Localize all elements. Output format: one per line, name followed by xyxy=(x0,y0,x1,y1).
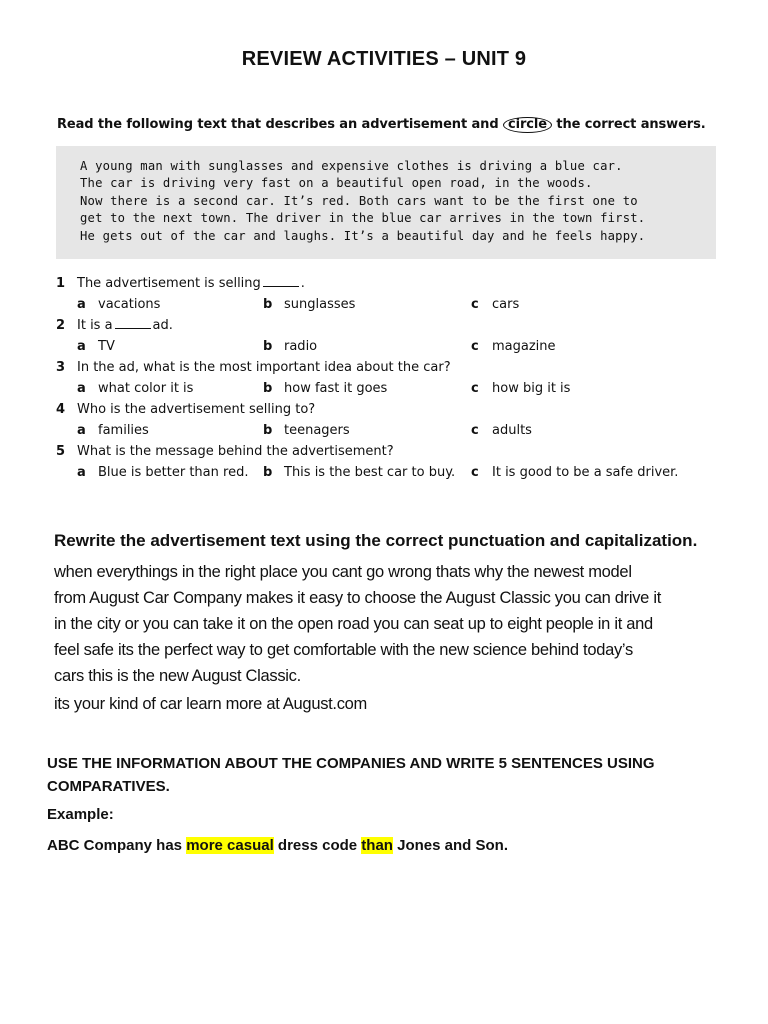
options-row xyxy=(56,339,736,360)
option-b[interactable] xyxy=(263,465,455,480)
rewrite-line: from August Car Company makes it easy to choose the August Classic you can drive it xyxy=(54,589,661,607)
question-text xyxy=(77,318,173,333)
question-text xyxy=(77,276,305,291)
example-text: Jones and Son. xyxy=(392,837,508,854)
question-row xyxy=(56,318,736,339)
ad-text-line: A young man with sunglasses and expensive clothes is driving a blue car. xyxy=(80,159,623,173)
instruction-text-after: the correct answers. xyxy=(556,117,706,132)
option-b[interactable] xyxy=(263,297,355,312)
option-text: radio xyxy=(284,339,318,354)
question-text: In the ad, what is the most important idea about the car? xyxy=(77,360,451,375)
option-c[interactable] xyxy=(471,339,556,354)
option-text: how big it is xyxy=(492,381,571,396)
highlighted-comparative: more casual xyxy=(186,837,274,854)
option-letter: a xyxy=(77,339,86,354)
option-text: This is the best car to buy. xyxy=(284,465,456,480)
option-c[interactable] xyxy=(471,297,519,312)
option-a[interactable] xyxy=(77,465,248,480)
answer-blank xyxy=(115,318,151,329)
rewrite-line: cars this is the new August Classic. xyxy=(54,667,301,685)
option-text: vacations xyxy=(98,297,161,312)
option-b[interactable] xyxy=(263,381,387,396)
option-text: TV xyxy=(98,339,115,354)
question-text: Who is the advertisement selling to? xyxy=(77,402,316,417)
question-number: 1 xyxy=(56,276,66,291)
option-a[interactable] xyxy=(77,297,160,312)
option-c[interactable] xyxy=(471,423,532,438)
circled-word: circle xyxy=(503,117,552,133)
highlighted-than: than xyxy=(361,837,393,854)
options-row xyxy=(56,423,736,444)
ad-text-line: get to the next town. The driver in the blue car arrives in the town first. xyxy=(80,211,646,226)
instruction-text-before: Read the following text that describes an advertisement and xyxy=(57,117,499,132)
option-letter: c xyxy=(471,423,479,438)
answer-blank xyxy=(263,276,299,287)
option-a[interactable] xyxy=(77,381,193,396)
question-number: 4 xyxy=(56,402,66,417)
option-a[interactable] xyxy=(77,423,149,438)
option-letter: c xyxy=(471,297,479,312)
option-text: It is good to be a safe driver. xyxy=(492,465,679,480)
question-number: 5 xyxy=(56,444,66,459)
page-title: REVIEW ACTIVITIES – UNIT 9 xyxy=(241,48,527,70)
ad-text-line: Now there is a second car. It’s red. Both cars want to be the first one to xyxy=(80,193,638,208)
rewrite-paragraph xyxy=(54,559,744,689)
example-text: ABC Company has xyxy=(47,837,187,854)
option-letter: a xyxy=(77,423,86,438)
option-b[interactable] xyxy=(263,423,350,438)
rewrite-line: in the city or you can take it on the open road you can seat up to eight people in it and xyxy=(54,615,653,633)
option-text: cars xyxy=(492,297,520,312)
options-row xyxy=(56,465,736,486)
option-letter: c xyxy=(471,465,479,480)
option-text: families xyxy=(98,423,149,438)
question-text-end: . xyxy=(300,276,305,291)
option-letter: b xyxy=(263,297,273,312)
question-row xyxy=(56,402,736,423)
comparatives-section xyxy=(47,752,737,854)
options-row xyxy=(56,297,736,318)
question-row xyxy=(56,444,736,465)
question-row xyxy=(56,276,736,297)
question-text-start: It is a xyxy=(77,318,113,333)
option-letter: c xyxy=(471,339,479,354)
question-text: What is the message behind the advertisement? xyxy=(77,444,394,459)
option-text: sunglasses xyxy=(284,297,356,312)
option-letter: b xyxy=(263,381,273,396)
option-letter: c xyxy=(471,381,479,396)
option-text: teenagers xyxy=(284,423,350,438)
option-c[interactable] xyxy=(471,465,678,480)
option-a[interactable] xyxy=(77,339,115,354)
option-text: how fast it goes xyxy=(284,381,388,396)
option-text: magazine xyxy=(492,339,556,354)
example-sentence xyxy=(47,837,737,854)
option-b[interactable] xyxy=(263,339,317,354)
rewrite-section xyxy=(54,531,744,717)
example-text: dress code xyxy=(273,837,362,854)
advertisement-text-box xyxy=(56,146,716,259)
option-text: Blue is better than red. xyxy=(98,465,249,480)
option-letter: a xyxy=(77,297,86,312)
rewrite-line: when everythings in the right place you cant go wrong thats why the newest model xyxy=(54,563,632,581)
option-text: adults xyxy=(492,423,532,438)
question-row xyxy=(56,360,736,381)
option-c[interactable] xyxy=(471,381,570,396)
rewrite-line: feel safe its the perfect way to get comfortable with the new science behind today’s xyxy=(54,641,633,659)
multiple-choice-questions xyxy=(56,276,736,486)
question-number: 2 xyxy=(56,318,66,333)
rewrite-last-line: its your kind of car learn more at August.com xyxy=(54,695,367,713)
option-letter: a xyxy=(77,465,86,480)
question-number: 3 xyxy=(56,360,66,375)
question-text-start: The advertisement is selling xyxy=(77,276,261,291)
option-letter: b xyxy=(263,339,273,354)
ad-text-line: The car is driving very fast on a beautiful open road, in the woods. xyxy=(80,176,593,191)
option-letter: b xyxy=(263,465,273,480)
options-row xyxy=(56,381,736,402)
example-label: Example: xyxy=(47,806,114,823)
option-text: what color it is xyxy=(98,381,194,396)
rewrite-heading: Rewrite the advertisement text using the correct punctuation and capitalization. xyxy=(54,531,698,550)
option-letter: a xyxy=(77,381,86,396)
option-letter: b xyxy=(263,423,273,438)
reading-instruction xyxy=(57,117,706,133)
question-text-end: ad. xyxy=(152,318,173,333)
ad-text-line: He gets out of the car and laughs. It’s a beautiful day and he feels happy. xyxy=(80,228,646,243)
comparatives-instruction: USE THE INFORMATION ABOUT THE COMPANIES AND WRITE 5 SENTENCES USING COMPARATIVES. xyxy=(47,755,655,795)
